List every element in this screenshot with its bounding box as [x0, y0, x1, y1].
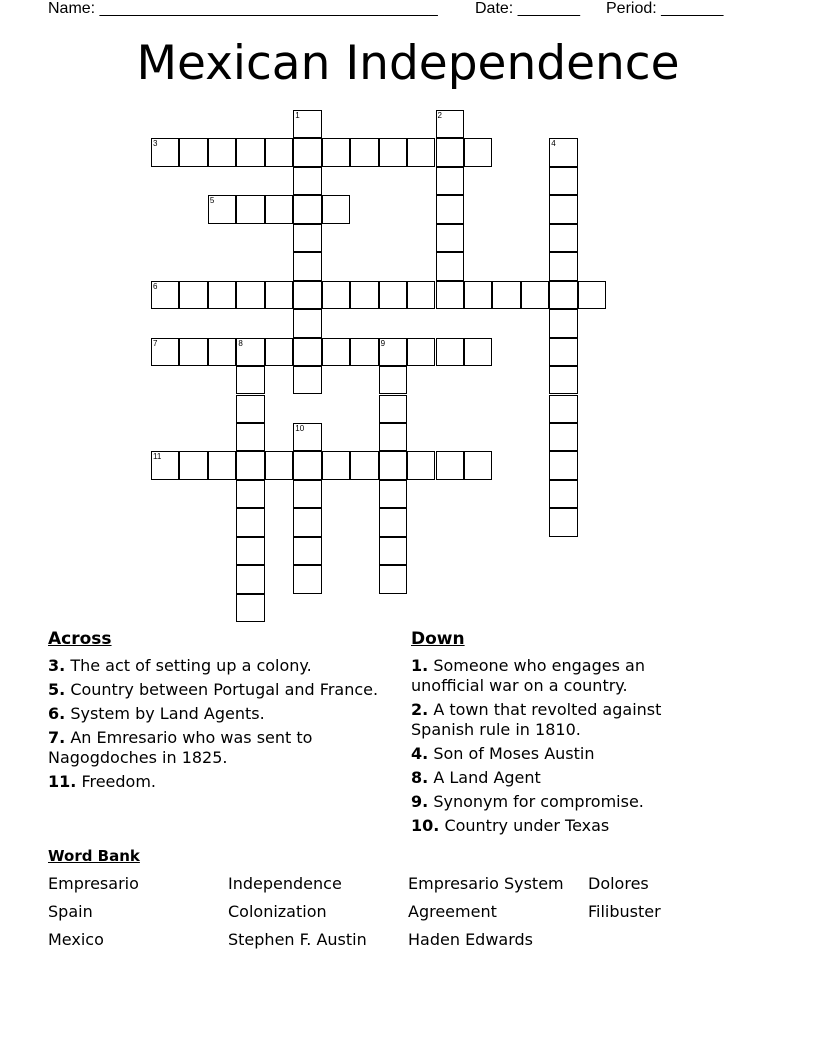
grid-cell[interactable] — [436, 167, 464, 195]
across-clues — [48, 628, 388, 796]
clue-number: 11 — [153, 452, 162, 462]
grid-cell[interactable] — [179, 338, 207, 366]
grid-cell[interactable] — [436, 138, 464, 166]
page-title: Mexican Independence — [136, 36, 680, 91]
grid-cell[interactable] — [549, 451, 577, 479]
grid-cell[interactable] — [322, 338, 350, 366]
word-bank-item: Independence — [228, 874, 342, 893]
grid-cell[interactable] — [293, 195, 321, 223]
word-bank-item: Stephen F. Austin — [228, 930, 367, 949]
clue-number: 10 — [295, 423, 305, 433]
word-bank-heading: Word Bank — [48, 847, 140, 865]
grid-cell[interactable] — [350, 338, 378, 366]
clue-text: A Land Agent — [433, 768, 541, 787]
grid-cell[interactable] — [208, 195, 236, 223]
grid-cell[interactable] — [549, 309, 577, 337]
grid-cell[interactable] — [293, 309, 321, 337]
grid-cell[interactable] — [521, 281, 549, 309]
clue-number: 6 — [153, 281, 158, 291]
grid-cell[interactable] — [236, 395, 264, 423]
word-bank-item: Haden Edwards — [408, 930, 534, 949]
grid-cell[interactable] — [236, 338, 264, 366]
grid-cell[interactable] — [379, 395, 407, 423]
grid-cell[interactable] — [179, 138, 207, 166]
grid-cell[interactable] — [436, 195, 464, 223]
down-clue — [411, 768, 711, 788]
grid-cell[interactable] — [350, 281, 378, 309]
across-clue — [48, 772, 388, 792]
grid-cell[interactable] — [151, 338, 179, 366]
clue-number-label: 5. — [48, 680, 66, 699]
grid-cell[interactable] — [208, 338, 236, 366]
clue-number-label: 9. — [411, 792, 429, 811]
word-bank-item: Agreement — [408, 902, 497, 921]
grid-cell[interactable] — [236, 451, 264, 479]
clue-number: 2 — [437, 111, 442, 120]
down-clue — [411, 744, 711, 764]
clue-text: Son of Moses Austin — [433, 744, 595, 763]
grid-cell[interactable] — [236, 138, 264, 166]
grid-cell[interactable] — [179, 451, 207, 479]
clue-text: Synonym for compromise. — [433, 792, 644, 811]
grid-cell[interactable] — [578, 281, 606, 309]
across-heading: Across — [48, 629, 112, 649]
grid-cell[interactable] — [549, 167, 577, 195]
grid-cell[interactable] — [151, 281, 179, 309]
word-bank-item: Empresario — [48, 874, 139, 893]
grid-cell[interactable] — [236, 594, 264, 622]
grid-cell[interactable] — [407, 338, 435, 366]
grid-cell[interactable] — [407, 138, 435, 166]
grid-cell[interactable] — [293, 338, 321, 366]
clue-number: 7 — [153, 338, 158, 348]
clue-number: 4 — [551, 139, 556, 149]
grid-cell[interactable] — [293, 224, 321, 252]
across-clue — [48, 656, 388, 676]
grid-cell[interactable] — [293, 480, 321, 508]
clue-number-label: 2. — [411, 700, 429, 719]
grid-cell[interactable] — [208, 281, 236, 309]
grid-cell[interactable] — [293, 451, 321, 479]
clue-text: An Emresario who was sent to Nagogdoches in 1825. — [48, 728, 313, 767]
grid-cell[interactable] — [179, 281, 207, 309]
grid-cell[interactable] — [236, 565, 264, 593]
date-field-label: Date: _______ — [475, 0, 580, 17]
grid-cell[interactable] — [436, 451, 464, 479]
grid-cell[interactable] — [293, 110, 321, 138]
clue-number: 3 — [153, 139, 158, 149]
grid-cell[interactable] — [436, 110, 464, 138]
down-clue — [411, 700, 711, 740]
grid-cell[interactable] — [236, 480, 264, 508]
word-bank-item: Colonization — [228, 902, 327, 921]
grid-cell[interactable] — [379, 565, 407, 593]
down-heading: Down — [411, 629, 465, 649]
grid-cell[interactable] — [549, 366, 577, 394]
down-clue — [411, 816, 711, 836]
grid-cell[interactable] — [322, 138, 350, 166]
grid-cell[interactable] — [151, 138, 179, 166]
grid-cell[interactable] — [464, 138, 492, 166]
grid-cell[interactable] — [549, 138, 577, 166]
word-bank-item: Filibuster — [588, 902, 661, 921]
down-clues — [411, 628, 711, 840]
clue-number-label: 3. — [48, 656, 66, 675]
grid-cell[interactable] — [379, 508, 407, 536]
clue-number: 9 — [380, 338, 386, 348]
grid-cell[interactable] — [464, 451, 492, 479]
grid-cell[interactable] — [236, 366, 264, 394]
clue-text: Country under Texas — [444, 816, 610, 835]
word-bank-item: Empresario System — [408, 874, 564, 893]
clue-number: 8 — [238, 338, 243, 348]
clue-number-label: 7. — [48, 728, 66, 747]
grid-cell[interactable] — [236, 195, 264, 223]
grid-cell[interactable] — [322, 451, 350, 479]
grid-cell[interactable] — [492, 281, 520, 309]
clue-number-label: 4. — [411, 744, 429, 763]
clue-number-label: 8. — [411, 768, 429, 787]
grid-cell[interactable] — [436, 281, 464, 309]
grid-cell[interactable] — [293, 281, 321, 309]
clue-text: Someone who engages an unofficial war on a country. — [411, 656, 645, 695]
across-clue — [48, 680, 388, 700]
grid-cell[interactable] — [549, 480, 577, 508]
grid-cell[interactable] — [549, 423, 577, 451]
grid-cell[interactable] — [265, 281, 293, 309]
grid-cell[interactable] — [549, 281, 577, 309]
grid-cell[interactable] — [436, 252, 464, 280]
grid-cell[interactable] — [379, 281, 407, 309]
across-clue — [48, 704, 388, 724]
grid-cell[interactable] — [322, 195, 350, 223]
grid-cell[interactable] — [293, 366, 321, 394]
clue-number-label: 6. — [48, 704, 66, 723]
grid-cell[interactable] — [350, 138, 378, 166]
clue-number-label: 11. — [48, 772, 77, 791]
grid-cell[interactable] — [464, 281, 492, 309]
grid-cell[interactable] — [293, 537, 321, 565]
grid-cell[interactable] — [350, 451, 378, 479]
grid-cell[interactable] — [265, 338, 293, 366]
grid-cell[interactable] — [322, 281, 350, 309]
grid-cell[interactable] — [464, 338, 492, 366]
word-bank-item: Mexico — [48, 930, 104, 949]
clue-text: System by Land Agents. — [70, 704, 265, 723]
grid-cell[interactable] — [151, 451, 179, 479]
grid-cell[interactable] — [549, 224, 577, 252]
grid-cell[interactable] — [265, 138, 293, 166]
grid-cell[interactable] — [436, 338, 464, 366]
down-clue — [411, 656, 711, 696]
grid-cell[interactable] — [549, 508, 577, 536]
clue-number: 5 — [209, 196, 215, 206]
grid-cell[interactable] — [549, 395, 577, 423]
grid-cell[interactable] — [293, 252, 321, 280]
across-clue — [48, 728, 388, 768]
clue-number: 1 — [295, 111, 300, 120]
grid-cell[interactable] — [379, 537, 407, 565]
grid-cell[interactable] — [208, 451, 236, 479]
clue-text: The act of setting up a colony. — [70, 656, 312, 675]
grid-cell[interactable] — [293, 423, 321, 451]
word-bank-item: Dolores — [588, 874, 649, 893]
grid-cell[interactable] — [379, 451, 407, 479]
grid-cell[interactable] — [379, 480, 407, 508]
period-field-label: Period: _______ — [606, 0, 724, 17]
grid-cell[interactable] — [549, 195, 577, 223]
grid-cell[interactable] — [379, 338, 407, 366]
grid-cell[interactable] — [265, 451, 293, 479]
clue-text: Country between Portugal and France. — [70, 680, 379, 699]
grid-cell[interactable] — [436, 224, 464, 252]
down-clue — [411, 792, 711, 812]
clue-number-label: 1. — [411, 656, 429, 675]
grid-cell[interactable] — [236, 281, 264, 309]
grid-cell[interactable] — [236, 508, 264, 536]
grid-cell[interactable] — [265, 195, 293, 223]
grid-cell[interactable] — [379, 423, 407, 451]
grid-cell[interactable] — [293, 138, 321, 166]
grid-cell[interactable] — [407, 281, 435, 309]
grid-cell[interactable] — [379, 138, 407, 166]
grid-cell[interactable] — [407, 451, 435, 479]
clue-number-label: 10. — [411, 816, 440, 835]
grid-cell[interactable] — [208, 138, 236, 166]
grid-cell[interactable] — [236, 423, 264, 451]
grid-cell[interactable] — [379, 366, 407, 394]
name-field-label: Name: ______________________________________ — [48, 0, 438, 17]
grid-cell[interactable] — [549, 338, 577, 366]
grid-cell[interactable] — [293, 167, 321, 195]
word-bank-item: Spain — [48, 902, 93, 921]
clue-text: A town that revolted against Spanish rule in 1810. — [411, 700, 662, 739]
grid-cell[interactable] — [236, 537, 264, 565]
clue-text: Freedom. — [81, 772, 157, 791]
grid-cell[interactable] — [293, 565, 321, 593]
grid-cell[interactable] — [293, 508, 321, 536]
grid-cell[interactable] — [549, 252, 577, 280]
